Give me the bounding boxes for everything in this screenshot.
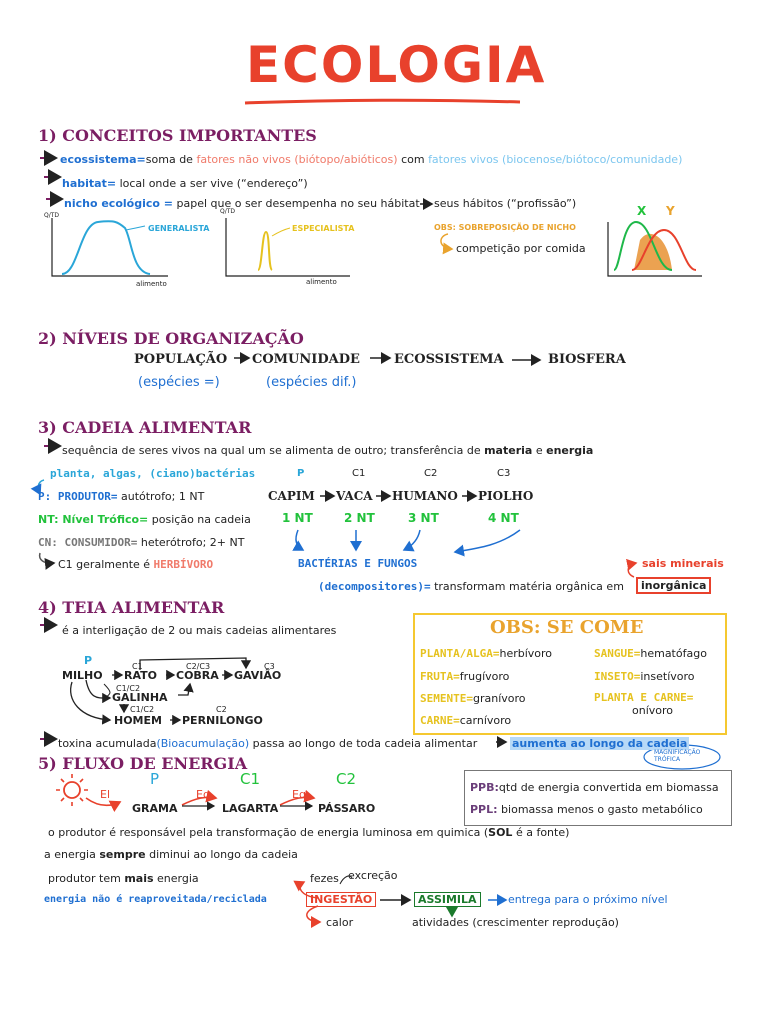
web-pernilongo: PERNILONGO: [182, 714, 263, 727]
flow-passaro: PÁSSARO: [318, 802, 376, 815]
calor-label: calor: [326, 916, 354, 929]
level-populacao: POPULAÇÃO: [134, 352, 228, 367]
chain-piolho: PIOLHO: [478, 489, 534, 503]
bacterias-fungos: BACTÉRIAS E FUNGOS: [298, 557, 418, 570]
level-comunidade: COMUNIDADE: [252, 352, 360, 367]
habitat-line: habitat= local onde a ser vive (“endereço”): [62, 177, 308, 190]
diet-carne: CARNE=carnívoro: [420, 714, 512, 727]
chain-humano: HUMANO: [392, 489, 458, 503]
diet-sangue: SANGUE=hematófago: [594, 647, 707, 660]
fezes-label: fezes: [310, 872, 339, 885]
generalista-label: GENERALISTA: [148, 224, 210, 233]
generalist-curve: [62, 221, 150, 274]
biotic-factors: fatores vivos (biocenose/biótoco/comunidade): [428, 153, 683, 166]
graph2-x-label: alimento: [306, 278, 337, 286]
web-tag-c2c3: C2/C3: [186, 662, 211, 671]
energy-el: El: [100, 788, 111, 801]
ppl-line: PPL: biomassa menos o gasto metabólico: [470, 803, 703, 816]
section-4-heading: 4) TEIA ALIMENTAR: [38, 598, 225, 617]
hook-arrow-icon: [628, 563, 636, 577]
excrecao-label: excreção: [348, 869, 398, 882]
web-tag-c2: C2: [216, 705, 227, 714]
diet-onivoro: onívoro: [632, 704, 674, 717]
produtor-line: P: PRODUTOR= autótrofo; 1 NT: [38, 490, 205, 503]
ecossistema-line: ecossistema=soma de fatores não vivos (biótopo/abióticos) com fatores vivos (biocenose/biótoco/comunidade): [60, 153, 683, 166]
toxina-line: toxina acumulada(Bioacumulação) passa ao longo de toda cadeia alimentar: [58, 737, 478, 750]
decompositores-line: (decompositores)= transformam matéria orgânica em: [318, 580, 624, 593]
flow-lagarta: LAGARTA: [222, 802, 279, 815]
web-tag-c1: C1: [132, 662, 143, 671]
ppb-ppl-box: [464, 770, 732, 826]
page-title: ECOLOGIA: [246, 36, 547, 94]
note-especies-iguais: (espécies =): [138, 375, 220, 390]
atividades-label: atividades (crescimenter reprodução): [412, 916, 619, 929]
nicho-habits: seus hábitos (“profissão”): [434, 197, 577, 210]
nivel-trofico-line: NT: Nível Trófico= posição na cadeia: [38, 513, 251, 526]
obs-sobreposicao: OBS: SOBREPOSIÇÃO DE NICHO: [434, 223, 576, 232]
web-galinha: GALINHA: [112, 691, 168, 704]
ppb-line: PPB:qtd de energia convertida em biomassa: [470, 781, 719, 794]
graph1-x-label: alimento: [136, 280, 167, 288]
sun-icon: [56, 774, 88, 806]
section-2-heading: 2) NÍVEIS DE ORGANIZAÇÃO: [38, 329, 304, 348]
flow-tag-c2: C2: [336, 770, 357, 788]
diet-planta-alga: PLANTA/ALGA=herbívoro: [420, 647, 553, 660]
nt-2: 2 NT: [344, 511, 375, 525]
graph1-y-label: Q/TD: [44, 212, 60, 219]
assimila-box: ASSIMILA: [414, 892, 481, 907]
c1-herbivoro-line: C1 geralmente é HERBÍVORO: [58, 558, 214, 571]
chain-vaca: VACA: [336, 489, 373, 503]
energia-nao-reaproveitada: energia não é reaproveitada/reciclada: [44, 894, 267, 905]
ecossistema-term: ecossistema=: [60, 153, 146, 166]
note-especies-diferentes: (espécies dif.): [266, 375, 357, 390]
diet-semente: SEMENTE=granívoro: [420, 692, 526, 705]
flow-grama: GRAMA: [132, 802, 178, 815]
nt-3: 3 NT: [408, 511, 439, 525]
chain-tag-p: P: [297, 468, 305, 479]
flow-tag-p: P: [150, 770, 160, 788]
web-rato: RATO: [124, 669, 157, 682]
hook-arrow-icon: [441, 234, 452, 249]
competicao-text: competição por comida: [456, 242, 586, 255]
web-gaviao: GAVIÃO: [234, 669, 282, 682]
level-ecossistema: ECOSSISTEMA: [394, 352, 504, 367]
chain-tag-c3: C3: [497, 468, 511, 479]
produtor-transformacao: o produtor é responsável pela transformação de energia luminosa em quimica (SOL é a fonte): [48, 826, 570, 839]
diet-fruta: FRUTA=frugívoro: [420, 670, 510, 683]
energia-diminui: a energia sempre diminui ao longo da cadeia: [44, 848, 298, 861]
chain-tag-c2: C2: [424, 468, 438, 479]
energy-eq-1: Eq: [196, 788, 210, 801]
graph2-y-label: Q/TD: [220, 208, 236, 215]
flow-tag-c1: C1: [240, 770, 261, 788]
inorganica-box: inorgânica: [636, 577, 711, 594]
consumidor-line: CN: CONSUMIDOR= heterótrofo; 2+ NT: [38, 536, 245, 549]
cadeia-definition: sequência de seres vivos na qual um se alimenta de outro; transferência de materia e energia: [62, 444, 594, 457]
habitat-term: habitat=: [62, 177, 117, 190]
obs-se-come-title: OBS: SE COME: [490, 617, 644, 638]
nicho-term: nicho ecológico =: [64, 197, 173, 210]
produtores-examples: planta, algas, (ciano)bactérias: [50, 467, 256, 480]
specialist-curve: [258, 232, 272, 270]
section-3-heading: 3) CADEIA ALIMENTAR: [38, 418, 252, 437]
web-milho: MILHO: [62, 669, 103, 682]
ingestao-box: INGESTÃO: [306, 892, 376, 907]
section-5-heading: 5) FLUXO DE ENERGIA: [38, 754, 248, 773]
abiotic-factors: fatores não vivos (biótopo/abióticos): [196, 153, 398, 166]
nt-1: 1 NT: [282, 511, 313, 525]
chain-tag-c1: C1: [352, 468, 366, 479]
chain-capim: CAPIM: [268, 489, 315, 503]
diet-planta-carne: PLANTA E CARNE=: [594, 691, 694, 704]
sais-minerais: sais minerais: [642, 557, 724, 570]
section-1-heading: 1) CONCEITOS IMPORTANTES: [38, 126, 317, 145]
nicho-line: nicho ecológico = papel que o ser desempenha no seu hábitat: [64, 197, 420, 210]
web-tag-p: P: [84, 654, 93, 667]
produtor-mais-energia: produtor tem mais energia: [48, 872, 199, 885]
aumenta-highlight: aumenta ao longo da cadeia: [512, 737, 688, 750]
entrega-proximo-nivel: entrega para o próximo nível: [508, 893, 668, 906]
magnificacao-trofica: MAGNIFICAÇÃO TRÓFICA: [654, 749, 701, 763]
web-tag-c1c2-b: C1/C2: [130, 705, 155, 714]
species-x-label: X: [637, 204, 647, 218]
web-cobra: COBRA: [176, 669, 219, 682]
web-tag-c3: C3: [264, 662, 275, 671]
teia-definition: é a interligação de 2 ou mais cadeias alimentares: [62, 624, 337, 637]
nt-4: 4 NT: [488, 511, 519, 525]
diet-inseto: INSETO=insetívoro: [594, 670, 695, 683]
web-homem: HOMEM: [114, 714, 162, 727]
title-underline: [245, 100, 520, 103]
web-tag-c1c2-a: C1/C2: [116, 684, 141, 693]
energy-eq-2: Eq: [292, 788, 306, 801]
level-biosfera: BIOSFERA: [548, 352, 626, 367]
especialista-label: ESPECIALISTA: [292, 224, 355, 233]
species-y-label: Y: [666, 204, 675, 218]
hook-arrow-icon: [40, 553, 54, 563]
